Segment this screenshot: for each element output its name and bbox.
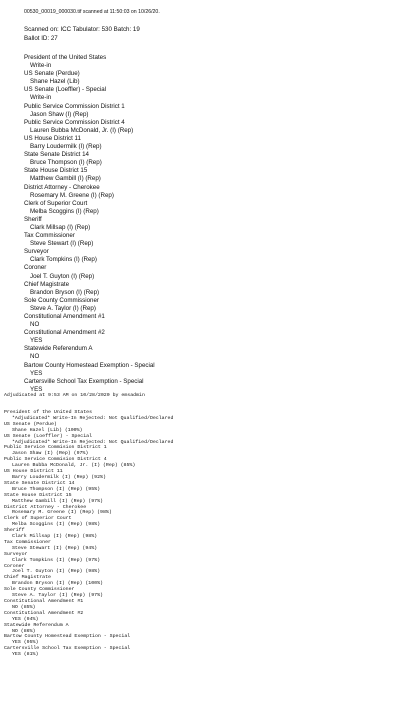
ballot-choice: Matthew Gambill (I) (Rep) — [30, 175, 101, 183]
ballot-race: Sole County Commissioner — [24, 296, 99, 304]
ballot-race: Clerk of Superior Court — [24, 199, 88, 207]
adjudicated-race: State Senate District 14 — [4, 480, 75, 486]
ballot-race: President of the United States — [24, 54, 107, 61]
scanner-tabulator-batch: Scanned on: ICC Tabulator: 530 Batch: 19 — [24, 26, 140, 33]
adjudicated-choice: NO (85%) — [12, 604, 36, 610]
adjudicated-choice: Lauren Bubba McDonald, Jr. (I) (Rep) (85%) — [12, 463, 136, 469]
ballot-choice: NO — [30, 321, 40, 329]
adjudicated-choice: *Adjudicated* Write-In Rejected: Not Qualified/Declared — [12, 415, 174, 421]
ballot-choice: Barry Loudermilk (I) (Rep) — [30, 143, 102, 151]
ballot-race: Constitutional Amendment #2 — [24, 329, 105, 337]
ballot-choice: Jason Shaw (I) (Rep) — [30, 110, 89, 118]
scan-meta — [24, 26, 384, 44]
adjudicated-race: US Senate (Perdue) — [4, 421, 57, 427]
ballot-race: State Senate District 14 — [24, 151, 90, 159]
adjudicated-race: Sole County Commissioner — [4, 587, 75, 593]
adjudicated-choice: Jason Shaw (I) (Rep) (97%) — [12, 451, 89, 457]
ballot-id: Ballot ID: 27 — [24, 34, 58, 42]
adjudicated-race: Cartersville School Tax Exemption - Special — [4, 646, 131, 652]
adjudicated-race: Public Service Commision District 1 — [4, 445, 107, 451]
ballot-choice: Melba Scoggins (I) (Rep) — [30, 207, 99, 215]
adjudicated-choice: YES (81%) — [12, 652, 39, 658]
adjudicated-choice: Matthew Gambill (I) (Rep) (97%) — [12, 498, 103, 504]
adjudicated-choice: Bruce Thompson (I) (Rep) (95%) — [12, 486, 101, 492]
adjudicated-choice: Melba Scoggins (I) (Rep) (98%) — [12, 522, 101, 528]
scan-header-line: 00530_00019_000030.tif scanned at 11:50:03 on 10/26/20. — [24, 9, 160, 15]
adjudicated-race: Bartow County Homestead Exemption - Special — [4, 634, 131, 640]
adjudicated-choice: NO (86%) — [12, 628, 36, 634]
ballot-choice: Clark Millsap (I) (Rep) — [30, 223, 91, 231]
adjudicated-choice: Clark Tompkins (I) (Rep) (97%) — [12, 557, 101, 563]
ballot-race: US House District 11 — [24, 134, 81, 142]
adjudicated-choice: YES (95%) — [12, 640, 39, 646]
ballot-choice: Steve A. Taylor (I) (Rep) — [30, 304, 96, 312]
adjudicated-choice: YES (94%) — [12, 616, 39, 622]
ballot-race: Statewide Referendum A — [24, 345, 93, 353]
adjudicated-race: US House District 11 — [4, 469, 63, 475]
adjudicated-race: Public Service Commision District 4 — [4, 457, 107, 463]
adjudicated-race: Chief Magistrate — [4, 575, 51, 581]
ballot-choice: Brandon Bryson (I) (Rep) — [30, 288, 100, 296]
adjudicated-race: Constitutional Amendment #1 — [4, 599, 84, 604]
ballot-race: District Attorney - Cherokee — [24, 183, 100, 191]
ballot-choice: Joel T. Guyton (I) (Rep) — [30, 272, 95, 280]
adjudicated-race: Constitutional Amendment #2 — [4, 610, 84, 616]
adjudicated-choice: Barry Loudermilk (I) (Rep) (92%) — [12, 474, 106, 480]
ballot-race: Bartow County Homestead Exemption - Special — [24, 361, 155, 369]
ballot-choice: Rosemary M. Greene (I) (Rep) — [30, 191, 114, 199]
ballot-selections — [24, 54, 384, 394]
adjudicated-race: Sheriff — [4, 528, 25, 534]
adjudicated-race: President of the United States — [4, 410, 93, 415]
adjudicated-choice: Rosemary M. Greene (I) (Rep) (98%) — [12, 510, 112, 516]
ballot-race: US Senate (Perdue) — [24, 70, 80, 78]
ballot-race: Surveyor — [24, 248, 49, 256]
adjudicated-race: Surveyor — [4, 551, 28, 557]
ballot-race: Tax Commissioner — [24, 232, 75, 240]
ballot-choice: Clark Tompkins (I) (Rep) — [30, 256, 97, 264]
ballot-choice: Steve Stewart (I) (Rep) — [30, 240, 94, 248]
adjudicated-choice: Brandon Bryson (I) (Rep) (100%) — [12, 581, 103, 587]
ballot-race: US Senate (Loeffler) - Special — [24, 86, 107, 94]
adjudicated-choice: Shane Hazel (Lib) (100%) — [12, 427, 83, 433]
adjudicated-race: District Attorney - Cherokee — [4, 504, 87, 510]
ballot-choice: NO — [30, 353, 40, 361]
adjudicated-race: Statewide Referendum A — [4, 622, 69, 628]
adjudicated-race: Coroner — [4, 563, 25, 569]
ballot-choice: YES — [30, 369, 43, 377]
ballot-choice: YES — [30, 385, 43, 393]
ballot-choice: Shane Hazel (Lib) — [30, 78, 80, 86]
ballot-race: Public Service Commission District 1 — [24, 102, 125, 110]
adjudicated-choice: Steve Stewart (I) (Rep) (94%) — [12, 545, 98, 551]
adjudicated-race: Tax Commissioner — [4, 539, 51, 545]
ballot-race: Public Service Commission District 4 — [24, 118, 125, 126]
adjudicated-race: Clerk of Superior Court — [4, 516, 72, 522]
ballot-race: Sheriff — [24, 215, 42, 223]
ballot-race: Coroner — [24, 264, 47, 272]
adjudicated-race: US Senate (Loeffler) - Special — [4, 433, 93, 439]
ballot-choice: Write-in — [30, 62, 52, 70]
adjudicated-choice: *Adjudicated* Write-In Rejected: Not Qualified/Declared — [12, 439, 174, 445]
ballot-choice: YES — [30, 337, 43, 345]
adjudicated-race: State House District 15 — [4, 492, 72, 498]
adjudication-line: Adjudicated at 9:53 AM on 10/28/2020 by emsadmin — [4, 393, 145, 398]
ballot-choice: Bruce Thompson (I) (Rep) — [30, 159, 102, 167]
ballot-choice: Lauren Bubba McDonald, Jr. (I) (Rep) — [30, 126, 134, 134]
ballot-race: Constitutional Amendment #1 — [24, 313, 105, 320]
adjudicated-choice: Clark Millsap (I) (Rep) (98%) — [12, 534, 98, 540]
ballot-race: Cartersville School Tax Exemption - Special — [24, 377, 144, 385]
ballot-race: State House District 15 — [24, 167, 88, 175]
adjudicated-choice: Joel T. Guyton (I) (Rep) (98%) — [12, 569, 101, 575]
adjudication-results — [4, 410, 396, 658]
ballot-choice: Write-in — [30, 94, 52, 102]
ballot-race: Chief Magistrate — [24, 280, 70, 288]
adjudicated-choice: Steve A. Taylor (I) (Rep) (97%) — [12, 593, 103, 599]
